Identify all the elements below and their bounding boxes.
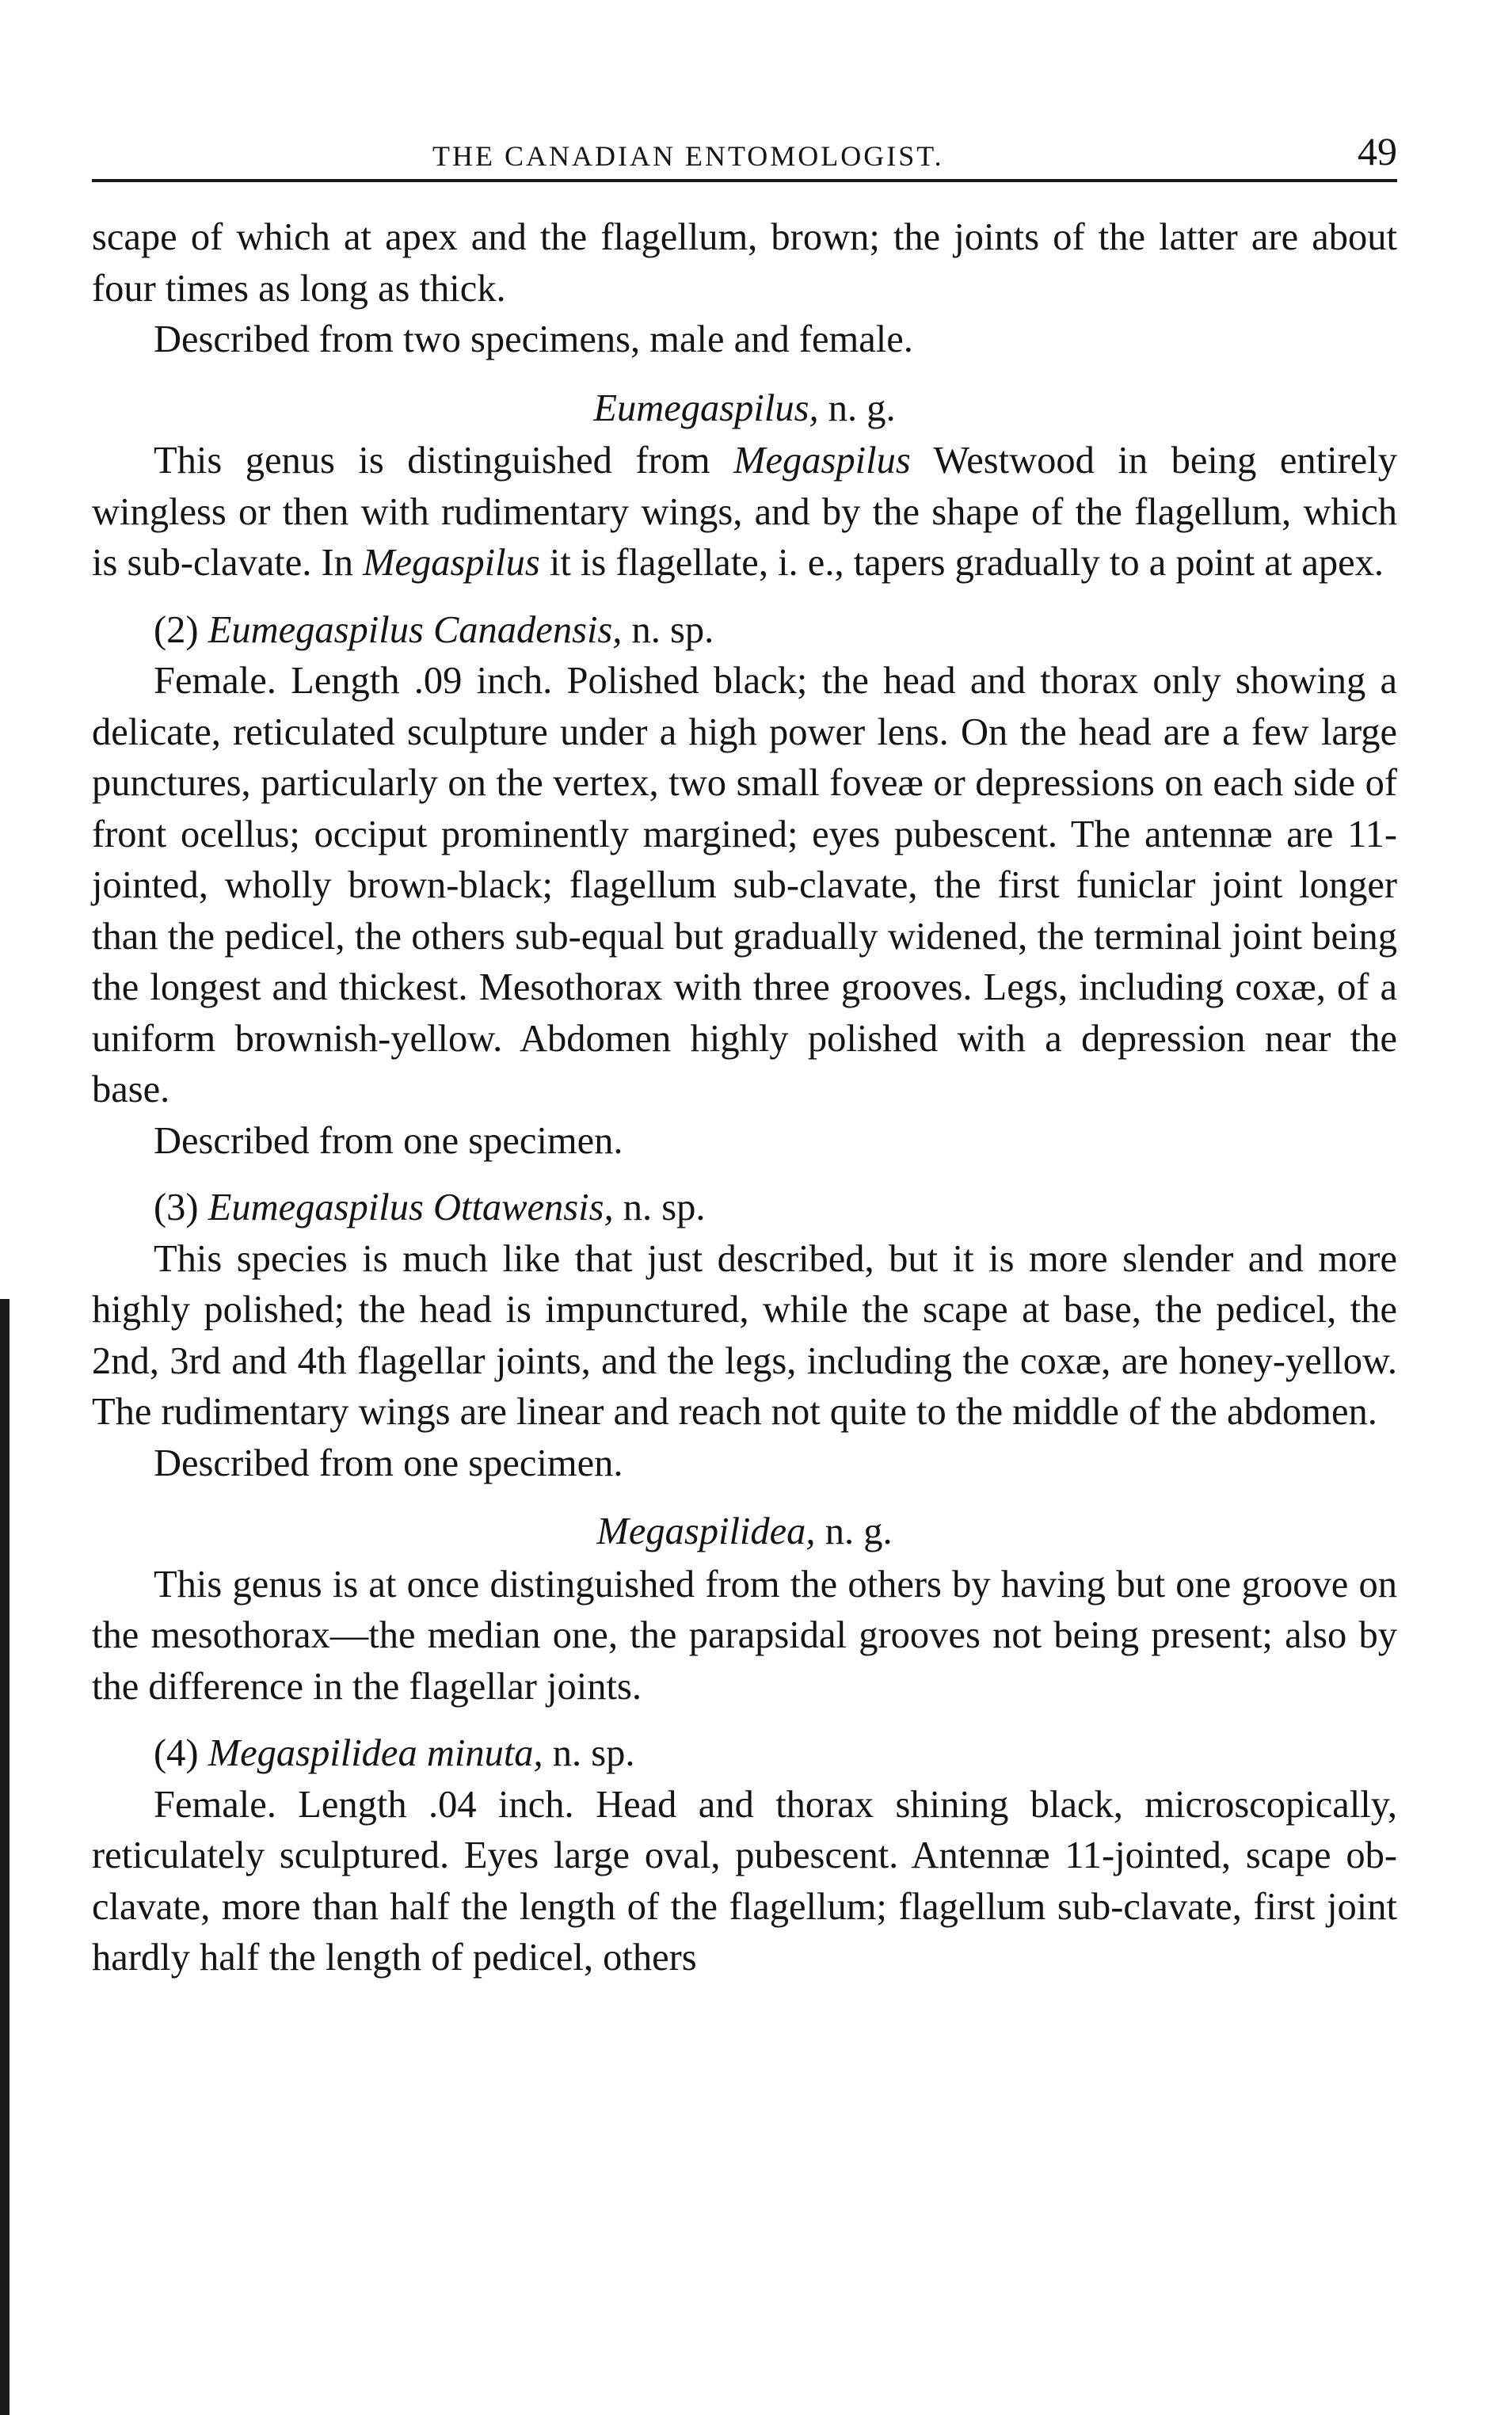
- article-body: [92, 212, 1397, 1984]
- running-header: [92, 111, 1397, 179]
- paragraph-continuation: scape of which at apex and the flagellum, brown; the joints of the latter are about four times as long as thick.: [92, 216, 1397, 310]
- species-suffix: n. sp.: [613, 1187, 706, 1228]
- species-number: (4): [154, 1732, 208, 1774]
- genus-name: Megaspilidea,: [596, 1510, 816, 1552]
- species-number: (3): [154, 1187, 208, 1228]
- text-run: This genus is distinguished from: [154, 440, 734, 482]
- species-number: (2): [154, 608, 208, 651]
- species-name: Eumegaspilus Ottawensis,: [208, 1187, 614, 1228]
- journal-page: [92, 111, 1397, 1984]
- species-suffix: n. sp.: [622, 608, 714, 651]
- text-run: it is flagellate, i. e., tapers gradually to a point at apex.: [539, 542, 1384, 584]
- paragraph-species-description: This species is much like that just described, but it is more slender and more highly polished; the head is impunctured, while the scape at base, the pedicel, the 2nd, 3rd and 4th flagellar joints, and the legs, including the coxæ, are honey-yellow. The rudimentary wings are linear and reach not quite to the middle of the abdomen.: [92, 1237, 1397, 1433]
- running-title: THE CANADIAN ENTOMOLOGIST.: [432, 140, 944, 172]
- scan-page-edge: [0, 1299, 10, 2415]
- page-number: 49: [1358, 129, 1397, 173]
- paragraph-genus-description: [92, 436, 1397, 589]
- species-name: Megaspilidea minuta,: [208, 1732, 543, 1774]
- text-run: Westwood in being entirely wingless or then with rudimentary wings, and by the shape of the flagellum, which is sub-clavate. In: [92, 440, 1397, 584]
- genus-suffix: n. g.: [818, 387, 896, 429]
- genus-name: Eumegaspilus,: [593, 387, 819, 429]
- paragraph-described: Described from one specimen.: [154, 1442, 623, 1484]
- genus-heading-megaspilidea: [92, 1507, 1397, 1558]
- paragraph-genus-description: This genus is at once distinguished from the others by having but one groove on the mesothorax—the median one, the parapsidal grooves not being present; also by the difference in the flagellar joints.: [92, 1563, 1397, 1708]
- genus-heading-eumegaspilus: [92, 383, 1397, 435]
- paragraph-species-description: Female. Length .04 inch. Head and thorax shining black, microscopically, reticulately sculptured. Eyes large oval, pubescent. Antennæ 11-jointed, scape ob-clavate, more than half the length of the flagellum; flagellum sub-clavate, first joint hardly half the length of pedicel, others: [92, 1783, 1397, 1979]
- paragraph-described: Described from one specimen.: [154, 1119, 623, 1162]
- species-name: Eumegaspilus Canadensis,: [208, 608, 623, 651]
- genus-suffix: n. g.: [815, 1510, 893, 1552]
- header-rule: [92, 179, 1397, 182]
- genus-reference: Megaspilus: [733, 440, 911, 482]
- species-heading-canadensis: [92, 605, 1397, 657]
- species-heading-minuta: [92, 1728, 1397, 1780]
- paragraph-described: Described from two specimens, male and female.: [154, 318, 913, 360]
- paragraph-species-description: Female. Length .09 inch. Polished black; the head and thorax only showing a delicate, reticulated sculpture under a high power lens. On the head are a few large punctures, particularly on the vertex, two small foveæ or depressions on each side of front ocellus; occiput prominently margined; eyes pubescent. The antennæ are 11-jointed, wholly brown-black; flagellum sub-clavate, the first funiclar joint longer than the pedicel, the others sub-equal but gradually widened, the terminal joint being the longest and thickest. Mesothorax with three grooves. Legs, including coxæ, of a uniform brownish-yellow. Abdomen highly polished with a depression near the base.: [92, 660, 1397, 1110]
- species-heading-ottawensis: [92, 1183, 1397, 1234]
- genus-reference: Megaspilus: [363, 542, 540, 584]
- species-suffix: n. sp.: [543, 1732, 635, 1774]
